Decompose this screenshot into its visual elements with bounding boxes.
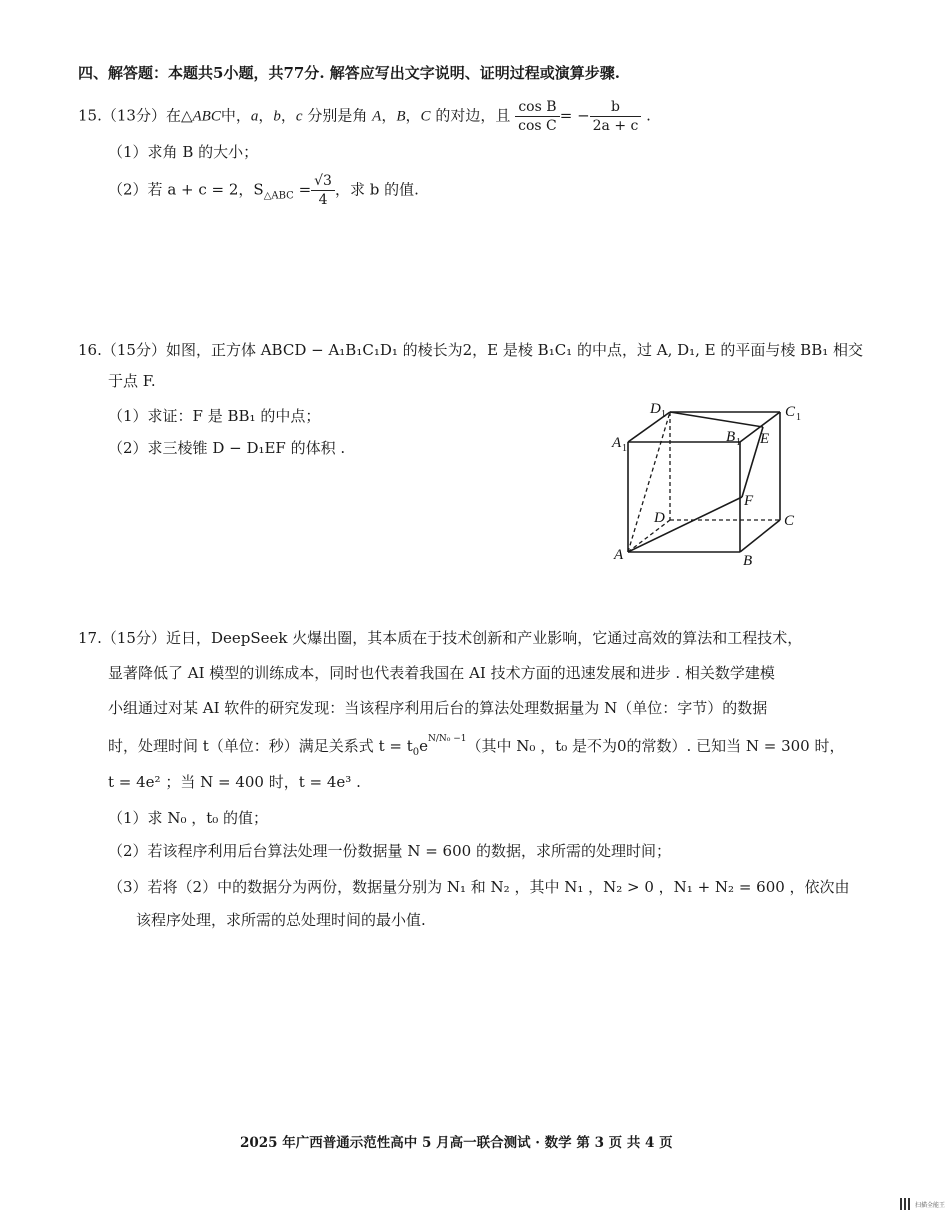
- svg-text:1: 1: [622, 443, 627, 454]
- q16-score: （15分）: [101, 341, 166, 359]
- svg-text:1: 1: [796, 412, 801, 423]
- q17-line4: 时，处理时间 t（单位：秒）满足关系式 $t = t_0e^{N/N_0 -1}$（其中 N₀ ，t₀ 是不为0的常数）. 已知当 N = 300 时，: [108, 734, 845, 758]
- edge-b-c: [740, 520, 780, 552]
- label-d1: D: [650, 401, 661, 417]
- q16-stem-text: 如图，正方体 ABCD − A₁B₁C₁D₁ 的棱长为2，E 是棱 B₁C₁ 的中点，过 A, D₁, E 的平面与棱 BB₁ 相交: [165, 341, 863, 359]
- label-e: E: [760, 431, 770, 447]
- q17-part3-line2: 该程序处理，求所需的总处理时间的最小值.: [136, 911, 426, 929]
- q15-part2: （2）若 a + c = 2，$S_{\triangle ABC}$ = $\frac{√3}{4}$ ，求 b 的值.: [108, 173, 419, 208]
- q15-stem-mid: 中，: [220, 106, 251, 125]
- question-17-line1: 17.（15分）近日，DeepSeek 火爆出圈，其本质在于技术创新和产业影响，它通过高效的算法和工程技术，: [78, 629, 803, 647]
- svg-text:1: 1: [661, 409, 666, 420]
- section-heading: 四、解答题：本题共5小题，共77分. 解答应写出文字说明、证明过程或演算步骤.: [78, 64, 620, 82]
- qr-icon: [900, 1198, 912, 1210]
- q15-triangle-name: ABC: [192, 108, 221, 125]
- q17-part2: （2）若该程序利用后台算法处理一份数据量 N = 600 的数据，求所需的处理时间；: [108, 842, 671, 860]
- q16-part1: （1）求证：F 是 BB₁ 的中点；: [108, 407, 321, 425]
- q16-stem-line2: 于点 F.: [108, 372, 156, 390]
- scanner-watermark: 扫描全能王: [900, 1198, 945, 1210]
- q15-stem-pre: 在△: [165, 106, 193, 125]
- q17-line5: t = 4e² ；当 N = 400 时，t = 4e³ .: [108, 773, 361, 791]
- label-f: F: [744, 493, 754, 509]
- label-c: C: [784, 513, 795, 529]
- q17-part3: （3）若将（2）中的数据分为两份，数据量分别为 N₁ 和 N₂ ，其中 N₁ ，N₂ > 0 ，N₁ + N₂ = 600 ，依次由: [108, 878, 850, 896]
- label-d: D: [654, 510, 665, 526]
- line-d1-e: [670, 412, 763, 427]
- q17-part1: （1）求 N₀ ，t₀ 的值；: [108, 809, 269, 827]
- label-a: A: [614, 547, 624, 563]
- q15-stem-opp: 的对边，且: [435, 106, 511, 125]
- svg-text:1: 1: [736, 437, 741, 448]
- label-c1: C: [785, 404, 796, 420]
- question-16-stem: [78, 339, 863, 360]
- q17-score: （15分）: [101, 629, 166, 647]
- label-b: B: [743, 553, 753, 569]
- line-a-f: [628, 497, 742, 552]
- label-b1: B: [726, 429, 736, 445]
- label-a1: A: [612, 435, 622, 451]
- question-15-stem: 15.（13分）在△ABC中，a，b，c 分别是角 A，B，C 的对边，且 $\frac{\text{cos B}}{\text{cos C}}$ = − $\frac{b}{2a + c}$ .: [78, 99, 651, 134]
- q16-part2: （2）求三棱锥 D − D₁EF 的体积 .: [108, 439, 346, 457]
- q15-fraction-left: $\frac{\text{cos B}}{\text{cos C}}$: [515, 98, 560, 135]
- hidden-line-a-d1: [628, 412, 670, 552]
- q15-part1: （1）求角 B 的大小；: [108, 143, 259, 161]
- cube-figure: [600, 395, 820, 570]
- q15-equals: = −: [559, 106, 590, 125]
- q15-stem-vars: 分别是角: [307, 106, 368, 125]
- q15-score: （13分）: [101, 106, 166, 125]
- q17-line3: 小组通过对某 AI 软件的研究发现：当该程序利用后台的算法处理数据量为 N（单位：字节）的数据: [108, 699, 768, 717]
- page-footer: 2025 年广西普通示范性高中 5 月高一联合测试 · 数学 第 3 页 共 4 页: [240, 1135, 673, 1151]
- q16-number: 16.: [78, 341, 102, 359]
- q15-number: 15.: [78, 106, 102, 125]
- q15-fraction-right: $\frac{b}{2a + c}$: [590, 98, 642, 135]
- q17-number: 17.: [78, 629, 102, 647]
- q17-line2: 显著降低了 AI 模型的训练成本，同时也代表着我国在 AI 技术方面的迅速发展和进步 . 相关数学建模: [108, 664, 775, 682]
- q15-area-fraction: $\frac{√3}{4}$: [311, 172, 335, 209]
